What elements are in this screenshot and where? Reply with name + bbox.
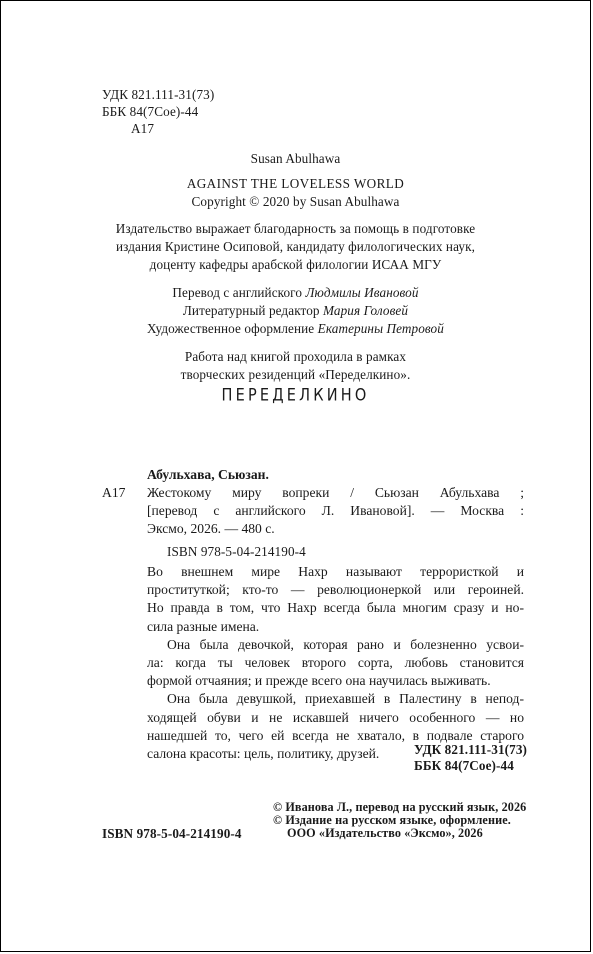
catalog-line-2: [перевод с английского Л. Ивановой]. — Москва : (147, 503, 524, 518)
catalog-isbn: ISBN 978-5-04-214190-4 (167, 544, 306, 559)
blurb-p1-line-2: проституткой; кто-то — революционеркой или героиней. (147, 582, 524, 598)
art-credit (1, 321, 590, 337)
editor-credit (1, 303, 590, 319)
blurb-p2-line-2: ла: когда ты человек второго сорта, любовь становится (147, 655, 524, 671)
peredelkino-logo-text: ПЕРЕДЕЛКИНО (221, 386, 370, 406)
catalog-line-3: Эксмо, 2026. — 480 с. (147, 521, 275, 536)
copyright-line-3: ООО «Издательство «Эксмо», 2026 (287, 826, 483, 840)
blurb-p2-line-1: Она была девочкой, которая рано и болезненно усвои- (167, 636, 524, 652)
bbk-code-bottom: ББК 84(7Сое)-44 (414, 758, 514, 773)
copyright-line-2: © Издание на русском языке, оформление. (273, 813, 511, 827)
blurb-p2-line-3: формой отчаяния; и прежде всего она научилась выживать. (147, 673, 491, 689)
thanks-line-3: доценту кафедры арабской филологии ИСАА МГУ (149, 257, 442, 272)
catalog-line-1: Жестокому миру вопреки / Сьюзан Абульхава ; (147, 485, 524, 500)
blurb-p1-line-3: Но правда в том, что Нахр всегда была многим сразу и но- (147, 600, 524, 616)
catalog-author-mark: А17 (102, 485, 126, 500)
original-copyright: Copyright © 2020 by Susan Abulhawa (191, 194, 400, 209)
isbn-bottom: ISBN 978-5-04-214190-4 (102, 826, 242, 841)
blurb-p3-line-3: нашедшей то, чего ей всегда не хватало, в подвале старого (147, 727, 524, 743)
artist-name: Екатерины Петровой (317, 321, 444, 336)
translation-credit (1, 285, 590, 301)
original-author: Susan Abulhawa (250, 151, 341, 166)
thanks-line-2: издания Кристине Осиповой, кандидату филологических наук, (116, 239, 475, 254)
peredelkino-logo (1, 387, 590, 405)
book-annotation (147, 563, 524, 763)
copyright-line-1: © Иванова Л., перевод на русский язык, 2026 (273, 800, 527, 814)
blurb-p1-line-4: сила разные имена. (147, 618, 260, 634)
thanks-line-1: Издательство выражает благодарность за помощь в подготовке (115, 221, 476, 236)
editor-name: Мария Головей (323, 303, 409, 318)
original-title: AGAINST THE LOVELESS WORLD (186, 176, 405, 191)
residency-line-2: творческих резиденций «Переделкино». (180, 367, 411, 382)
catalog-author-heading: Абульхава, Сьюзан. (147, 467, 269, 482)
translator-name: Людмилы Ивановой (305, 285, 419, 300)
udk-code-top: УДК 821.111-31(73) (102, 87, 215, 102)
blurb-p3-line-2: ходящей обуви и не искавшей ничего особенного — но (147, 709, 524, 725)
blurb-p1-line-1: Во внешнем мире Нахр называют террористкой и (147, 564, 524, 579)
blurb-p3-line-1: Она была девушкой, приехавшей в Палестину в непод- (167, 691, 524, 707)
udk-code-bottom: УДК 821.111-31(73) (414, 742, 528, 757)
editor-label: Литературный редактор (182, 303, 324, 318)
bbk-code-top: ББК 84(7Сое)-44 (102, 104, 199, 119)
residency-line-1: Работа над книгой проходила в рамках (184, 349, 407, 364)
author-mark-top: А17 (131, 121, 155, 136)
art-label: Художественное оформление (147, 321, 318, 336)
translation-label: Перевод с английского (172, 285, 306, 300)
blurb-p3-line-4: салона красоты: цель, политику, друзей. (147, 746, 380, 762)
